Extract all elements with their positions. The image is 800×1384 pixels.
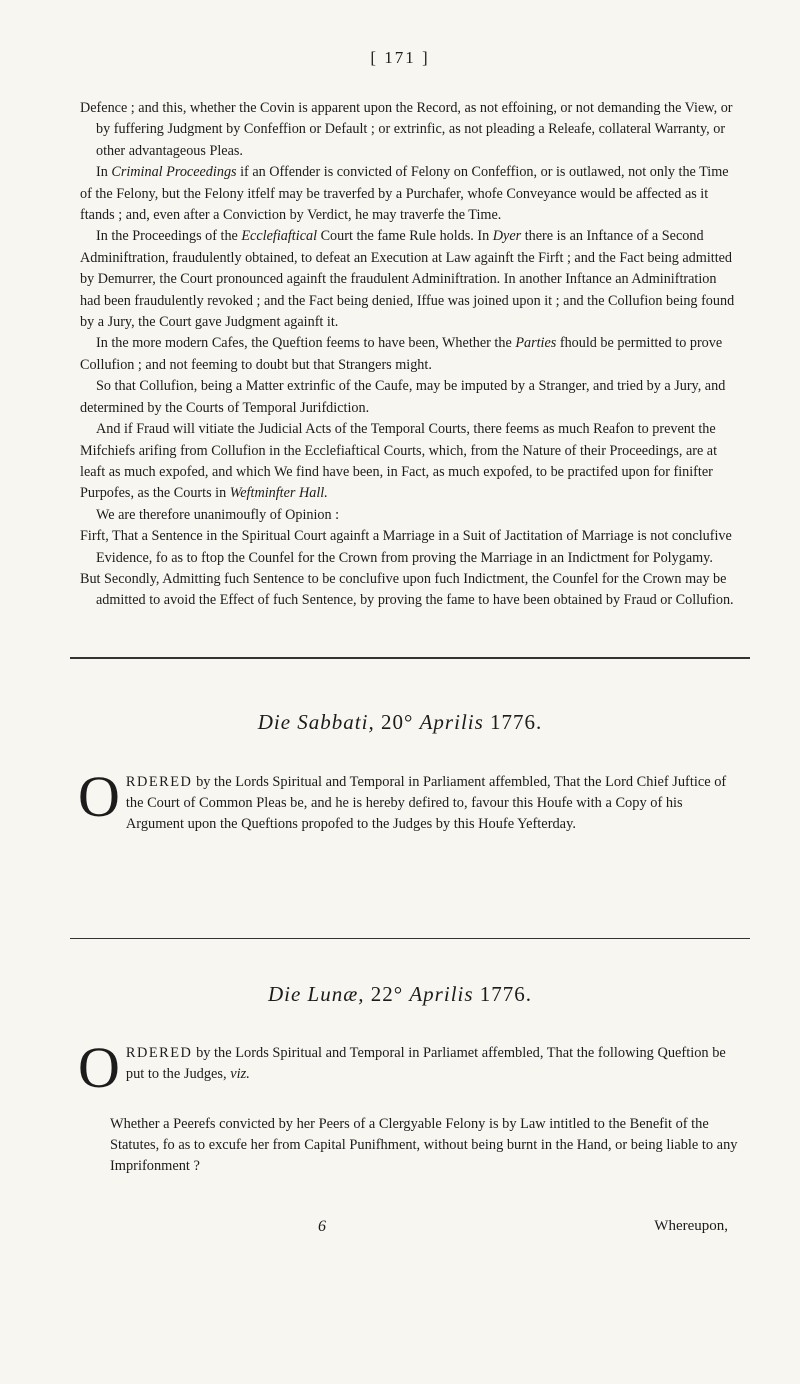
catchword: Whereupon,	[654, 1218, 728, 1234]
paragraph: In the Proceedings of the Ecclefiaftical Court the fame Rule holds. In Dyer there is an Inftance of a Second Adminiftration, fraudulently obtained, to defeat an Execution at Law againft the Firft ; and the Fact being admitted by Demurrer, the Court pronounced againft the fraudulent Adminiftration. In another Inftance an Adminiftration had been fraudulently revoked ; and the Fact being denied, Iffue was joined upon it ; and the Collufion being found by a Jury, the Court gave Judgment againft it.	[80, 228, 735, 331]
paragraph: In Criminal Proceedings if an Offender is convicted of Felony on Confeffion, or is outlawed, not only the Time of the Felony, but the Felony itfelf may be traverfed by a Purchafer, whofe Conveyance would be affected as it ftands ; and, even after a Conviction by Verdict, he may traverfe the Time.	[80, 164, 729, 224]
paragraph: Firft, That a Sentence in the Spiritual Court againft a Marriage in a Suit of Jactitation of Marriage is not conclufive Evidence, fo as to ftop the Counfel for the Crown from proving the Marriage in an Indictment for Polygamy.	[80, 528, 732, 566]
opinion-text	[80, 98, 740, 612]
order2-text: ORDERED by the Lords Spiritual and Temporal in Parliamet affembled, That the following Queftion be put to the Judges, viz.	[78, 1035, 726, 1100]
section-divider	[70, 938, 750, 939]
order2-dateline: Die Lunæ, 22° Aprilis 1776.	[267, 982, 533, 1006]
paragraph: But Secondly, Admitting fuch Sentence to be conclufive upon fuch Indictment, the Counfel for the Crown may be admitted to avoid the Effect of fuch Sentence, by proving the fame to have been obtained by Fraud or Collufion.	[80, 570, 734, 609]
order1-dateline: Die Sabbati, 20° Aprilis 1776.	[257, 710, 543, 734]
paragraph: So that Collufion, being a Matter extrinfic of the Caufe, may be imputed by a Stranger, and tried by a Jury, and determined by the Courts of Temporal Jurifdiction.	[80, 378, 726, 416]
dropcap: O	[78, 764, 120, 829]
page-number: [ 171 ]	[370, 48, 430, 67]
signature-mark: 6	[318, 1218, 326, 1235]
paragraph: And if Fraud will vitiate the Judicial Acts of the Temporal Courts, there feems as much Reafon to prevent the Mifchiefs arifing from Collufion in the Ecclefiaftical Courts, which, from the Nature of their Proceedings, are at leaft as much expofed, and which We find have been, in Fact, as much expofed, to be practifed upon for finifter Purpofes, as the Courts in Weftminfter Hall.	[80, 421, 718, 502]
paragraph: We are therefore unanimoufly of Opinion :	[96, 506, 340, 523]
paragraph: In the more modern Cafes, the Queftion feems to have been, Whether the Parties fhould be permitted to prove Collufion ; and not feeming to doubt but that Strangers might.	[80, 335, 723, 373]
paragraph: Defence ; and this, whether the Covin is apparent upon the Record, as not effoining, or not demanding the View, or by fuffering Judgment by Confeffion or Default ; or extrinfic, as not pleading a Releafe, collateral Warranty, or other advantageous Pleas.	[80, 100, 733, 159]
dropcap: O	[78, 1035, 120, 1100]
question-to-judges: Whether a Peerefs convicted by her Peers of a Clergyable Felony is by Law intitled to the Benefit of the Statutes, fo as to excufe her from Capital Punifhment, without being burnt in the Hand, or being liable to any Imprifonment ?	[110, 1116, 738, 1174]
order1-text: ORDERED by the Lords Spiritual and Temporal in Parliament affembled, That the Lord Chief Juftice of the Court of Common Pleas be, and he is hereby defired to, favour this Houfe with a Copy of his Argument upon the Queftions propofed to the Judges by this Houfe Yefterday.	[78, 764, 727, 832]
section-divider	[70, 657, 750, 659]
